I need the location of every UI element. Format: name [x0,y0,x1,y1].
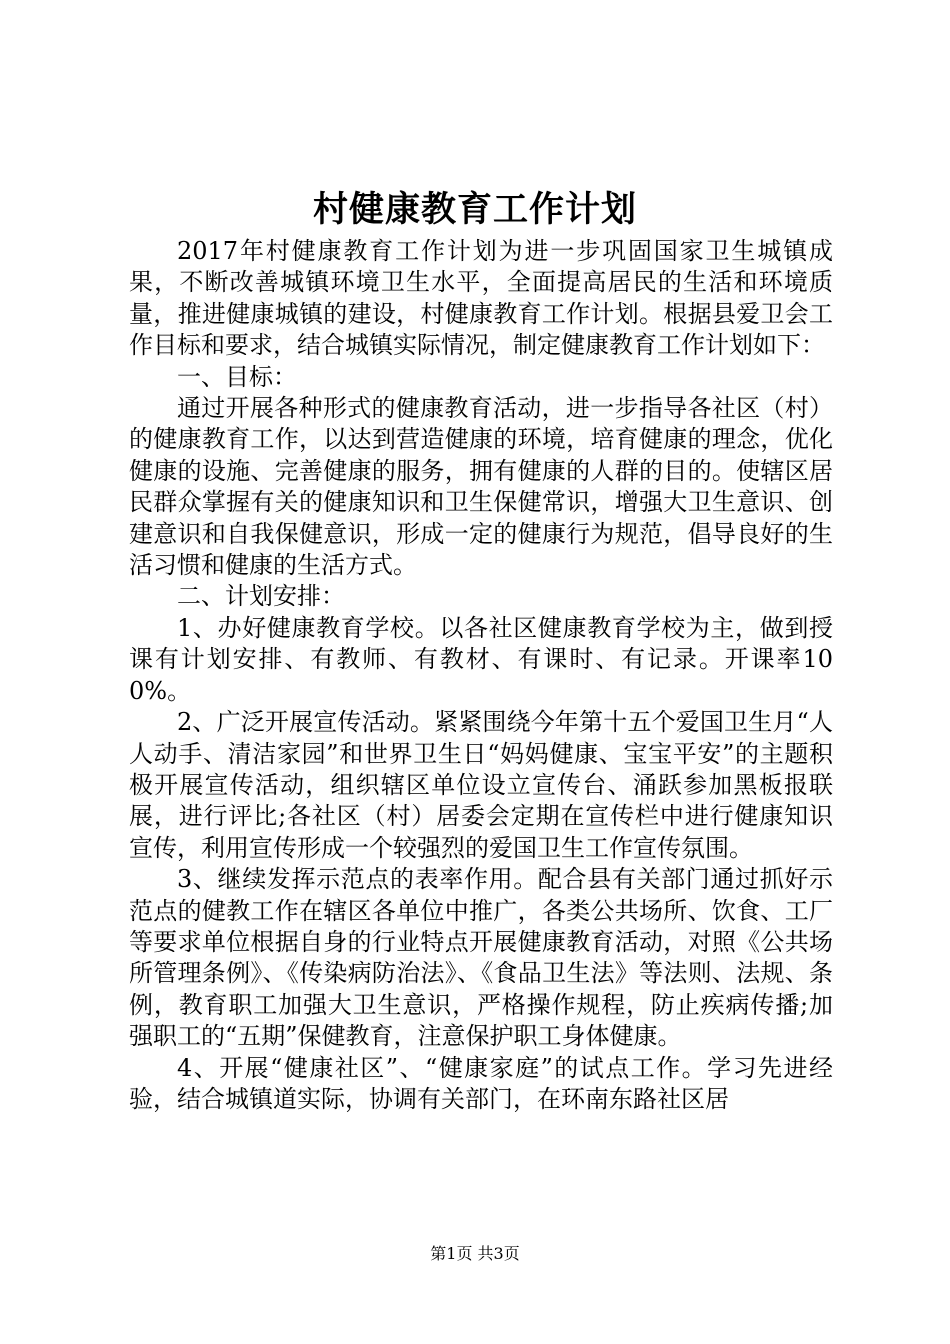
paragraph-intro: 2017年村健康教育工作计划为进一步巩固国家卫生城镇成果，不断改善城镇环境卫生水平，全面提高居民的生活和环境质量，推进健康城镇的建设，村健康教育工作计划。根据县爱卫会工作目标和要求，结合城镇实际情况，制定健康教育工作计划如下： [129,237,833,360]
document-title: 村健康教育工作计划 [312,189,637,230]
heading-objectives: 一、目标： [177,362,297,391]
heading-plan: 二、计划安排： [177,582,345,611]
document-body [129,236,833,1115]
paragraph-item-1: 1、办好健康教育学校。以各社区健康教育学校为主，做到授课有计划安排、有教师、有教材、有课时、有记录。开课率100%。 [129,613,833,705]
paragraph-item-4: 4、开展“健康社区”、“健康家庭”的试点工作。学习先进经验，结合城镇道实际，协调有关部门，在环南东路社区居 [129,1053,833,1113]
paragraph-item-3: 3、继续发挥示范点的表率作用。配合县有关部门通过抓好示范点的健教工作在辖区各单位中推广，各类公共场所、饮食、工厂等要求单位根据自身的行业特点开展健康教育活动，对照《公共场所管理条例》、《传染病防治法》、《食品卫生法》等法则、法规、条例，教育职工加强大卫生意识，严格操作规程，防止疾病传播;加强职工的“五期”保健教育，注意保护职工身体健康。 [129,865,833,1051]
paragraph-objectives: 通过开展各种形式的健康教育活动，进一步指导各社区（村）的健康教育工作，以达到营造健康的环境，培育健康的理念，优化健康的设施、完善健康的服务，拥有健康的人群的目的。使辖区居民群众掌握有关的健康知识和卫生保健常识，增强大卫生意识、创建意识和自我保健意识，形成一定的健康行为规范，倡导良好的生活习惯和健康的生活方式。 [129,394,833,580]
paragraph-item-2: 2、广泛开展宣传活动。紧紧围绕今年第十五个爱国卫生月“人人动手、清洁家园”和世界卫生日“妈妈健康、宝宝平安”的主题积极开展宣传活动，组织辖区单位设立宣传台、涌跃参加黑板报联展，进行评比;各社区（村）居委会定期在宣传栏中进行健康知识宣传，利用宣传形成一个较强烈的爱国卫生工作宣传氛围。 [129,708,833,862]
page-footer: 第1页 共3页 [430,1244,520,1263]
